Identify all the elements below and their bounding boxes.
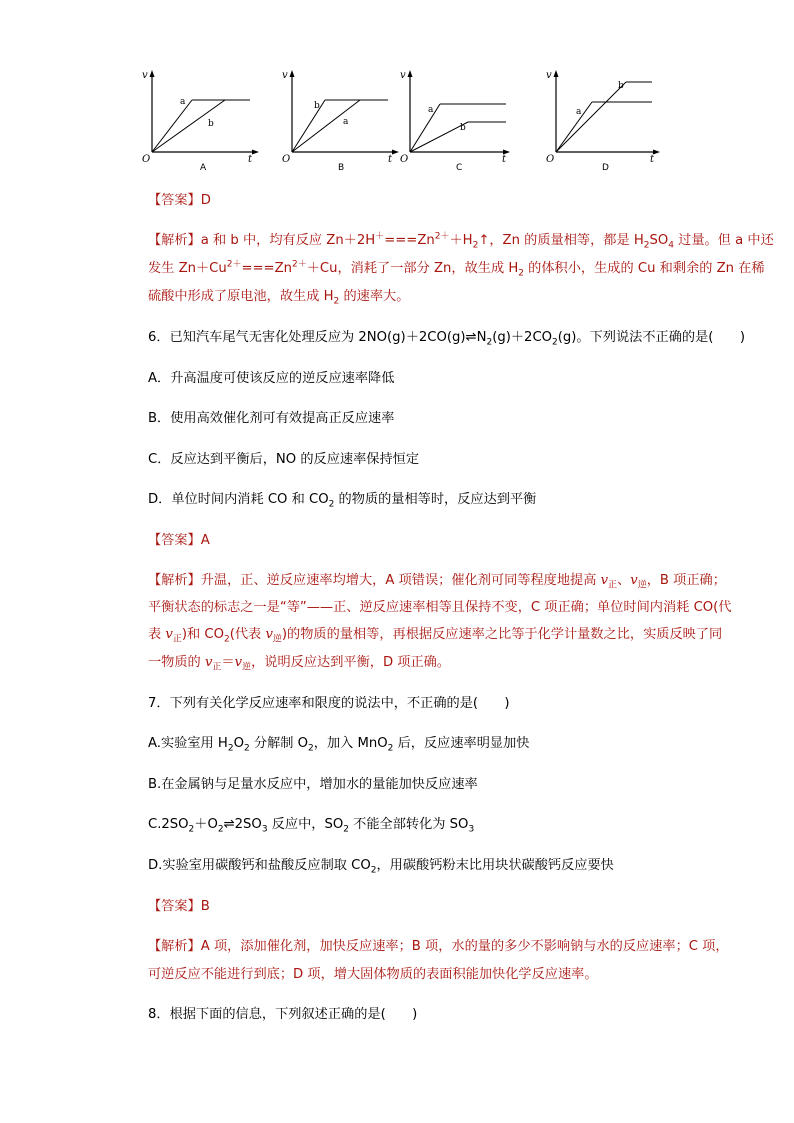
curve-label-bottom: a: [576, 107, 582, 117]
v-symbol: v: [630, 573, 638, 588]
option-text: 的物质的量相等时，反应达到平衡: [334, 492, 537, 507]
q6-analysis-line-2: 平衡状态的标志之一是“等”——正、逆反应速率相等且保持不变，C 项正确；单位时间内消耗 CO(代: [148, 600, 732, 615]
option-text: 后，反应速率明显加快: [393, 736, 530, 751]
sub: 2: [188, 824, 195, 835]
q6-analysis-line-1: [148, 571, 726, 591]
q5-analysis-line-1: [148, 231, 774, 251]
curve-label-bottom: a: [343, 117, 349, 127]
stem-text: (g)＋2CO: [492, 330, 553, 345]
sub: 3: [468, 824, 475, 835]
axis-v-label: v: [142, 70, 148, 81]
sup: 2＋: [226, 259, 242, 270]
analysis-text: 的体积小，生成的 Cu 和剩余的 Zn 在稀: [523, 261, 765, 276]
analysis-text: ，说明反应达到平衡，D 项正确。: [251, 655, 451, 670]
analysis-text: 升温，正、逆反应速率均增大，A 项错误；催化剂可同等程度地提高: [200, 573, 601, 588]
analysis-text: A 项，添加催化剂，加快反应速率；B 项，水的量的多少不影响钠与水的反应速率；C 项，: [200, 939, 729, 954]
sub: 2: [518, 268, 524, 279]
option-text: 2SO: [234, 817, 262, 832]
equilibrium-arrow: ⇌: [465, 330, 477, 345]
analysis-text: ＝: [221, 655, 235, 670]
sub: 正: [172, 634, 182, 645]
graph-panel-a: [140, 66, 260, 178]
graph-panel-b: [280, 66, 400, 178]
option-text: O: [233, 736, 244, 751]
axis-t-label: t: [388, 154, 393, 165]
option-text: A.实验室用 H: [148, 736, 228, 751]
q6-analysis-line-3: [148, 625, 722, 645]
sub: 2: [217, 824, 224, 835]
sub: 正: [608, 580, 618, 591]
analysis-text: 过量。但 a 中还: [673, 233, 774, 248]
option-text: 反应中，SO: [267, 817, 344, 832]
panel-caption: A: [200, 163, 207, 173]
option-text: D．单位时间内消耗 CO 和 CO: [148, 492, 329, 507]
curve-label-top: a: [180, 97, 186, 107]
axis-t-label: t: [502, 154, 507, 165]
option-text: 不能全部转化为 SO: [348, 817, 469, 832]
sup: 2＋: [292, 259, 307, 270]
analysis-text: 硫酸中形成了原电池，故生成 H: [148, 289, 334, 304]
analysis-text: ===Zn: [384, 233, 435, 248]
option-text: ，用碳酸钙粉末比用块状碳酸钙反应要快: [376, 858, 614, 873]
stem-text: (g)。下列说法不正确的是( ): [557, 330, 745, 345]
sub: 2: [486, 337, 493, 348]
sub: 2: [333, 296, 340, 307]
analysis-text: 发生 Zn＋Cu: [148, 261, 227, 276]
answer-value: D: [200, 193, 211, 208]
sub: 3: [261, 824, 268, 835]
q6-option-c: C．反应达到平衡后，NO 的反应速率保持恒定: [148, 452, 420, 467]
axis-v-label: v: [546, 70, 552, 81]
sub: 2: [472, 240, 479, 251]
q6-answer: [148, 531, 210, 551]
sub: 2: [328, 499, 335, 510]
analysis-text: ===Zn: [241, 261, 292, 276]
sub: 2: [552, 337, 558, 348]
q7-option-c: [148, 815, 474, 835]
analysis-text: 的速率大。: [339, 289, 410, 304]
analysis-text: ，B 项正确；: [646, 573, 726, 588]
analysis-text: ↑，Zn 的质量相等，都是 H: [478, 233, 644, 248]
axis-v-label: v: [400, 70, 406, 81]
q5-answer: [148, 191, 211, 211]
sub: 2: [370, 865, 377, 876]
q7-option-a: [148, 734, 529, 754]
axis-t-label: t: [650, 154, 655, 165]
q7-stem: 7．下列有关化学反应速率和限度的说法中，不正确的是( ): [148, 696, 510, 711]
analysis-text: a 和 b 中，均有反应 Zn＋2H: [200, 233, 376, 248]
curve-label-top: b: [618, 81, 624, 91]
analysis-tag: 【解析】: [148, 573, 201, 588]
sub: 2: [223, 634, 230, 645]
v-symbol: v: [600, 573, 609, 588]
sub: 4: [668, 240, 674, 251]
analysis-text: 、: [617, 573, 631, 588]
sup: ＋: [375, 231, 385, 242]
axis-t-label: t: [248, 154, 253, 165]
q6-stem: [148, 328, 745, 348]
panel-caption: C: [456, 163, 463, 173]
sub: 逆: [242, 662, 252, 673]
sub: 2: [227, 743, 234, 754]
answer-tag: 【答案】: [148, 193, 201, 208]
analysis-tag: 【解析】: [148, 939, 201, 954]
analysis-tag: 【解析】: [148, 233, 201, 248]
sub: 2: [243, 743, 250, 754]
sup: 2＋: [434, 231, 450, 242]
origin-label: O: [400, 154, 409, 165]
q5-analysis-line-2: [148, 259, 765, 279]
sub: 2: [643, 240, 650, 251]
answer-tag: 【答案】: [148, 533, 201, 548]
sub: 2: [387, 743, 394, 754]
q5-analysis-line-3: [148, 287, 409, 307]
stem-text: N: [476, 330, 487, 345]
q6-option-d: [148, 490, 536, 510]
q6-option-a: A．升高温度可使该反应的逆反应速率降低: [148, 371, 395, 386]
panel-caption: B: [338, 163, 345, 173]
analysis-text: ＋H: [449, 233, 473, 248]
origin-label: O: [282, 154, 291, 165]
option-text: 分解制 O: [249, 736, 309, 751]
sub: 逆: [272, 634, 282, 645]
velocity-time-graphs: [130, 66, 670, 178]
origin-label: O: [546, 154, 555, 165]
answer-value: A: [200, 533, 210, 548]
stem-text: 6．已知汽车尾气无害化处理反应为 2NO(g)＋2CO(g): [148, 330, 466, 345]
option-text: ，加入 MnO: [313, 736, 388, 751]
analysis-text: SO: [649, 233, 669, 248]
q8-stem: 8．根据下面的信息，下列叙述正确的是( ): [148, 1007, 418, 1022]
analysis-text: )的物质的量相等，再根据反应速率之比等于化学计量数之比，实质反映了同: [281, 627, 723, 642]
sub: 2: [343, 824, 349, 835]
panel-caption: D: [602, 163, 609, 173]
sub: 2: [308, 743, 314, 754]
q7-answer: [148, 897, 210, 917]
curve-label-top: b: [314, 101, 320, 111]
analysis-text: 一物质的: [148, 655, 205, 670]
q6-option-b: B．使用高效催化剂可有效提高正反应速率: [148, 411, 395, 426]
v-symbol: v: [204, 655, 213, 670]
q7-option-b: B.在金属钠与足量水反应中，增加水的量能加快反应速率: [148, 777, 478, 792]
analysis-text: 表: [148, 627, 166, 642]
graph-panel-c: [398, 66, 518, 178]
q6-analysis-line-4: [148, 653, 450, 673]
analysis-text: )和 CO: [181, 627, 224, 642]
axis-v-label: v: [282, 70, 288, 81]
origin-label: O: [142, 154, 151, 165]
q7-analysis-line-2: 可逆反应不能进行到底；D 项，增大固体物质的表面积能加快化学反应速率。: [148, 967, 598, 982]
option-text: D.实验室用碳酸钙和盐酸反应制取 CO: [148, 858, 371, 873]
graph-panel-d: [544, 66, 664, 178]
q7-analysis-line-1: [148, 937, 729, 957]
answer-tag: 【答案】: [148, 899, 201, 914]
equilibrium-arrow: ⇌: [223, 817, 235, 832]
v-symbol: v: [265, 627, 273, 642]
curve-label-bottom: b: [208, 119, 214, 129]
curve-label-bottom: b: [460, 123, 466, 133]
option-text: C.2SO: [148, 817, 189, 832]
v-symbol: v: [234, 655, 243, 670]
analysis-text: ＋Cu，消耗了一部分 Zn，故生成 H: [306, 261, 519, 276]
option-text: ＋O: [194, 817, 218, 832]
curve-label-top: a: [428, 105, 434, 115]
answer-value: B: [200, 899, 210, 914]
v-symbol: v: [165, 627, 173, 642]
sub: 逆: [637, 580, 647, 591]
sub: 正: [212, 662, 222, 673]
q7-option-d: [148, 856, 614, 876]
analysis-text: (代表: [229, 627, 266, 642]
